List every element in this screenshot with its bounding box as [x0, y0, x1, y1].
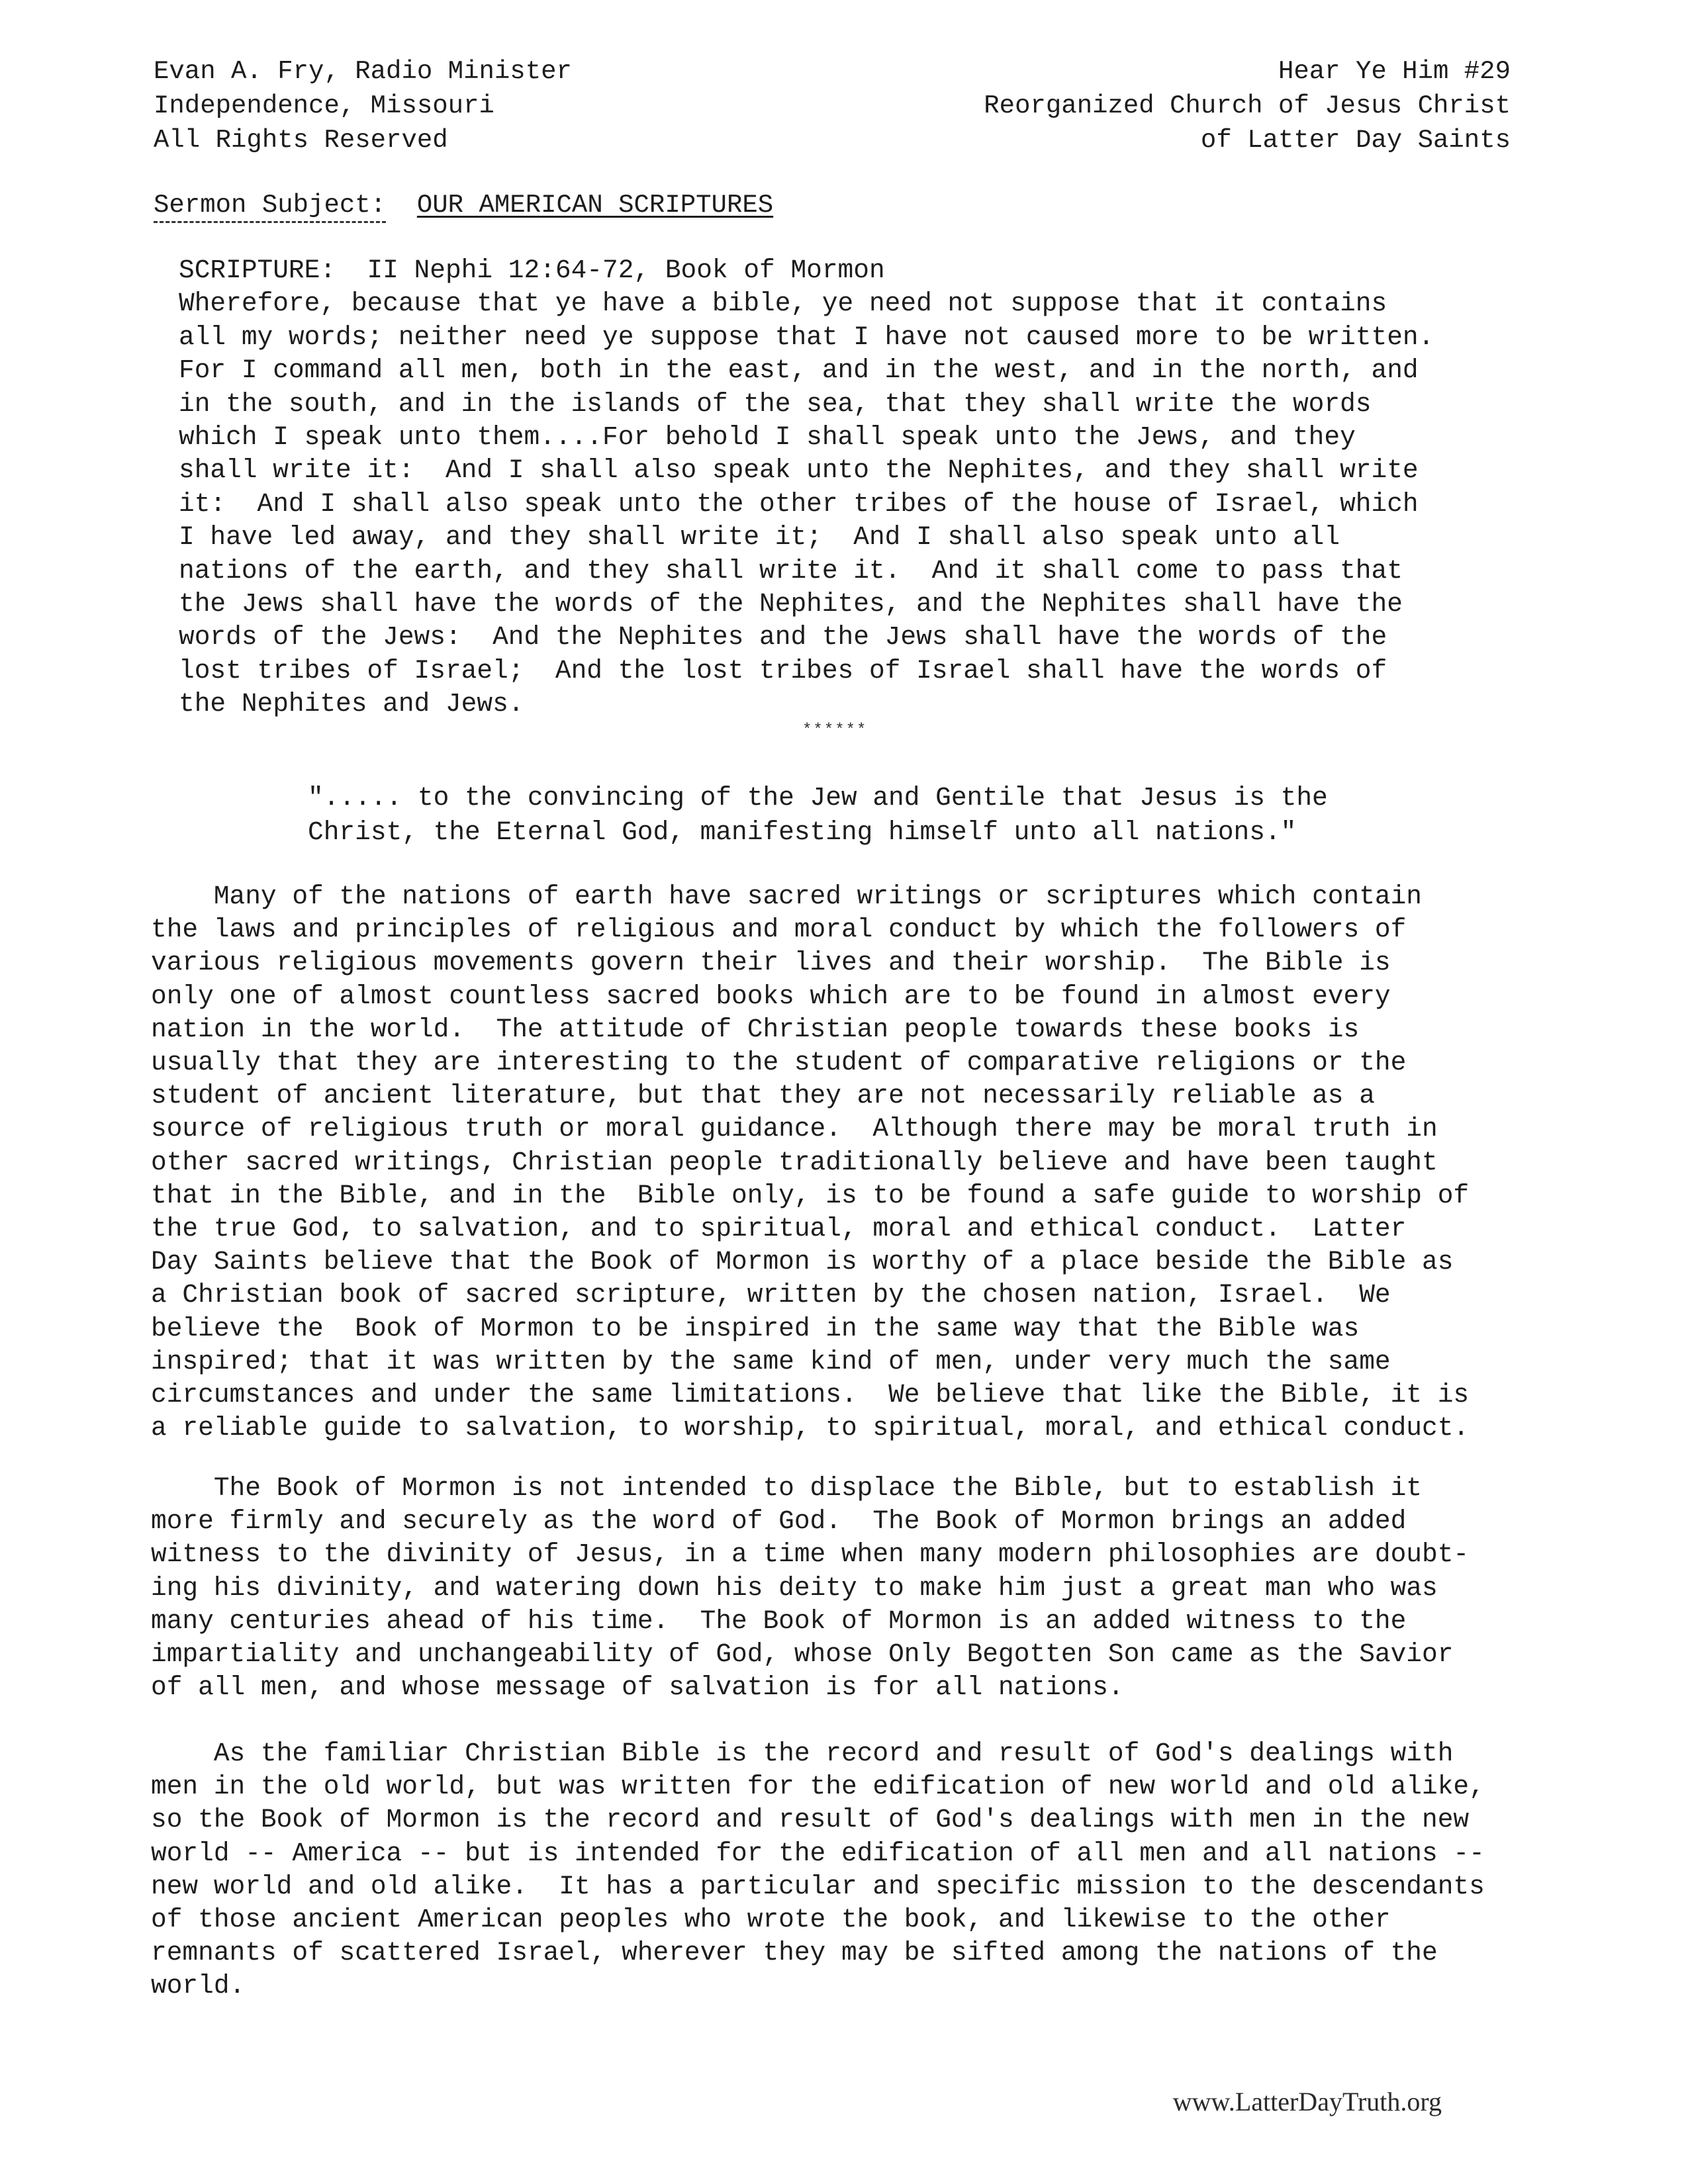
- paragraph-line: so the Book of Mormon is the record and result of God's dealings with men in the new: [151, 1805, 1470, 1835]
- paragraph-line: of those ancient American peoples who wrote the book, and likewise to the other: [151, 1905, 1391, 1935]
- paragraph-line: believe the Book of Mormon to be inspired in the same way that the Bible was: [151, 1313, 1360, 1343]
- scripture-line: Wherefore, because that ye have a bible, ye need not suppose that it contains: [179, 289, 1387, 319]
- paragraph-line: impartiality and unchangeability of God, whose Only Begotten Son came as the Savior: [151, 1639, 1454, 1670]
- scripture-line: SCRIPTURE: II Nephi 12:64-72, Book of Mormon: [179, 255, 885, 285]
- paragraph-line: circumstances and under the same limitations. We believe that like the Bible, it is: [151, 1380, 1470, 1410]
- paragraph-line: remnants of scattered Israel, wherever they may be sifted among the nations of the: [151, 1938, 1438, 1968]
- church-line-2: of Latter Day Saints: [1200, 126, 1511, 155]
- paragraph-line: many centuries ahead of his time. The Book of Mormon is an added witness to the: [151, 1606, 1407, 1636]
- quote-block: [308, 781, 1328, 850]
- subject-title: OUR AMERICAN SCRIPTURES: [416, 191, 774, 220]
- paragraph-line: the laws and principles of religious and moral conduct by which the followers of: [151, 915, 1407, 945]
- paragraph-line: nation in the world. The attitude of Christian people towards these books is: [151, 1014, 1360, 1044]
- body-paragraph: [151, 880, 1541, 1445]
- subject-label: Sermon Subject:: [154, 191, 386, 223]
- paragraph-line: student of ancient literature, but that they are not necessarily reliable as a: [151, 1081, 1375, 1111]
- paragraph-line: world.: [151, 1971, 246, 2001]
- section-separator: ******: [802, 721, 868, 739]
- scripture-line: which I speak unto them....For behold I shall speak unto the Jews, and they: [179, 422, 1356, 453]
- scripture-line: in the south, and in the islands of the sea, that they shall write the words: [179, 388, 1372, 419]
- scripture-line: it: And I shall also speak unto the other tribes of the house of Israel, which: [179, 488, 1419, 519]
- paragraph-line: The Book of Mormon is not intended to displace the Bible, but to establish it: [151, 1473, 1423, 1503]
- header-left: [154, 54, 572, 158]
- paragraph-line: more firmly and securely as the word of God. The Book of Mormon brings an added: [151, 1506, 1407, 1537]
- scripture-line: the Jews shall have the words of the Nephites, and the Nephites shall have the: [179, 589, 1403, 619]
- paragraph-line: the true God, to salvation, and to spiritual, moral and ethical conduct. Latter: [151, 1214, 1407, 1244]
- paragraph-line: a reliable guide to salvation, to worship, to spiritual, moral, and ethical conduct.: [151, 1413, 1470, 1443]
- header-right: [984, 54, 1511, 158]
- scripture-line: the Nephites and Jews.: [179, 689, 524, 719]
- body-paragraph: [151, 1472, 1541, 1704]
- paragraph-line: of all men, and whose message of salvation is for all nations.: [151, 1672, 1124, 1703]
- quote-line: Christ, the Eternal God, manifesting himself unto all nations.": [308, 817, 1297, 847]
- location-line: Independence, Missouri: [154, 91, 494, 120]
- paragraph-line: a Christian book of sacred scripture, written by the chosen nation, Israel. We: [151, 1280, 1391, 1310]
- sermon-subject: [154, 188, 773, 222]
- scripture-line: I have led away, and they shall write it; And I shall also speak unto all: [179, 522, 1340, 553]
- scripture-line: nations of the earth, and they shall write it. And it shall come to pass that: [179, 555, 1403, 586]
- series-line: Hear Ye Him #29: [1278, 57, 1511, 86]
- scripture-line: For I command all men, both in the east, and in the west, and in the north, and: [179, 355, 1419, 386]
- scripture-line: words of the Jews: And the Nephites and the Jews shall have the words of the: [179, 622, 1387, 653]
- paragraph-line: ing his divinity, and watering down his deity to make him just a great man who was: [151, 1572, 1438, 1603]
- rights-line: All Rights Reserved: [154, 126, 448, 155]
- body-paragraph: [151, 1737, 1541, 2003]
- paragraph-line: usually that they are interesting to the student of comparative religions or the: [151, 1048, 1407, 1078]
- paragraph-line: only one of almost countless sacred books which are to be found in almost every: [151, 981, 1391, 1011]
- paragraph-line: Many of the nations of earth have sacred writings or scriptures which contain: [151, 882, 1423, 911]
- church-line-1: Reorganized Church of Jesus Christ: [984, 91, 1511, 120]
- paragraph-line: men in the old world, but was written for the edification of new world and old alike,: [151, 1772, 1485, 1802]
- paragraph-line: inspired; that it was written by the same kind of men, under very much the same: [151, 1346, 1391, 1377]
- paragraph-line: that in the Bible, and in the Bible only, is to be found a safe guide to worship of: [151, 1180, 1470, 1210]
- paragraph-line: As the familiar Christian Bible is the record and result of God's dealings with: [151, 1739, 1454, 1768]
- paragraph-line: Day Saints believe that the Book of Mormon is worthy of a place beside the Bible as: [151, 1247, 1454, 1277]
- scripture-block: [179, 254, 1503, 721]
- author-line: Evan A. Fry, Radio Minister: [154, 57, 572, 86]
- paragraph-line: other sacred writings, Christian people traditionally believe and have been taught: [151, 1147, 1438, 1177]
- scripture-line: all my words; neither need ye suppose that I have not caused more to be written.: [179, 322, 1434, 352]
- paragraph-line: source of religious truth or moral guidance. Although there may be moral truth in: [151, 1114, 1438, 1144]
- paragraph-line: world -- America -- but is intended for the edification of all men and all nations --: [151, 1838, 1485, 1868]
- scripture-line: lost tribes of Israel; And the lost tribes of Israel shall have the words of: [179, 655, 1387, 686]
- footer-url[interactable]: www.LatterDayTruth.org: [1172, 2087, 1442, 2116]
- paragraph-line: witness to the divinity of Jesus, in a time when many modern philosophies are doubt-: [151, 1539, 1470, 1570]
- paragraph-line: new world and old alike. It has a particular and specific mission to the descendants: [151, 1871, 1485, 1901]
- quote-line: "..... to the convincing of the Jew and Gentile that Jesus is the: [308, 783, 1328, 813]
- paragraph-line: various religious movements govern their lives and their worship. The Bible is: [151, 948, 1391, 978]
- scripture-line: shall write it: And I shall also speak unto the Nephites, and they shall write: [179, 455, 1419, 486]
